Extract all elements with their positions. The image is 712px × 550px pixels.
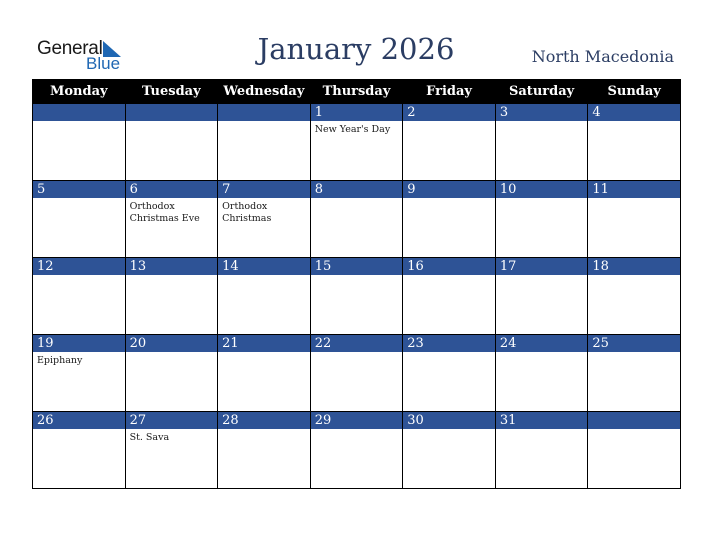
day-number: 27 [126, 412, 218, 429]
day-cell [125, 412, 218, 489]
calendar-week-row [33, 258, 681, 335]
day-number: 7 [218, 181, 310, 198]
holiday-label [33, 275, 125, 278]
holiday-label: Orthodox Christmas [222, 201, 272, 224]
day-number: 6 [126, 181, 218, 198]
day-number: 3 [496, 104, 588, 121]
holiday-label [588, 275, 680, 278]
holiday-label [311, 352, 403, 355]
day-number: 15 [311, 258, 403, 275]
holiday-label [33, 121, 125, 124]
day-cell [218, 412, 311, 489]
day-cell [495, 258, 588, 335]
holiday-label [311, 198, 403, 201]
holiday-label: Epiphany [37, 355, 83, 366]
holiday-label [218, 352, 310, 355]
logo-word-general: General [37, 38, 103, 59]
day-number: 23 [403, 335, 495, 352]
day-number: 26 [33, 412, 125, 429]
day-cell [403, 412, 496, 489]
day-cell [495, 412, 588, 489]
day-cell [495, 104, 588, 181]
day-number: 25 [588, 335, 680, 352]
day-cell [588, 104, 681, 181]
weekday-header-sunday: Sunday [588, 80, 681, 104]
day-number: 14 [218, 258, 310, 275]
day-cell [33, 258, 126, 335]
holiday-label: New Year's Day [314, 124, 391, 135]
day-number: 1 [311, 104, 403, 121]
logo-word-blue: Blue [86, 54, 121, 73]
day-number: 2 [403, 104, 495, 121]
weekday-header-friday: Friday [403, 80, 496, 104]
holiday-label [403, 198, 495, 201]
holiday-label [218, 275, 310, 278]
holiday-label: Orthodox Christmas Eve [129, 201, 200, 224]
day-cell [588, 181, 681, 258]
day-cell [403, 335, 496, 412]
month-calendar [32, 79, 681, 489]
day-number: 9 [403, 181, 495, 198]
day-cell [588, 258, 681, 335]
holiday-label [126, 121, 218, 124]
day-number: 24 [496, 335, 588, 352]
calendar-week-row [33, 104, 681, 181]
day-cell [310, 412, 403, 489]
country-label: North Macedonia [531, 47, 674, 66]
day-cell [310, 104, 403, 181]
holiday-label [311, 429, 403, 432]
day-number: 16 [403, 258, 495, 275]
holiday-label [588, 121, 680, 124]
day-number [218, 104, 310, 121]
day-number: 10 [496, 181, 588, 198]
holiday-label [496, 275, 588, 278]
holiday-label [588, 429, 680, 432]
holiday-label [126, 352, 218, 355]
calendar-title: January 2026 [257, 32, 455, 66]
day-number: 22 [311, 335, 403, 352]
day-number: 17 [496, 258, 588, 275]
holiday-label [403, 429, 495, 432]
day-cell [218, 104, 311, 181]
weekday-header-monday: Monday [33, 80, 126, 104]
day-cell [588, 335, 681, 412]
day-cell [310, 258, 403, 335]
holiday-label [311, 275, 403, 278]
day-cell [125, 258, 218, 335]
holiday-label: St. Sava [129, 432, 170, 443]
holiday-label [33, 429, 125, 432]
day-number: 4 [588, 104, 680, 121]
day-cell [218, 258, 311, 335]
day-cell [218, 335, 311, 412]
day-cell [403, 258, 496, 335]
calendar-week-row [33, 181, 681, 258]
holiday-label [496, 352, 588, 355]
day-cell [403, 104, 496, 181]
day-cell [495, 181, 588, 258]
holiday-label [588, 198, 680, 201]
day-number: 5 [33, 181, 125, 198]
day-cell [33, 104, 126, 181]
holiday-label [126, 275, 218, 278]
day-number: 21 [218, 335, 310, 352]
weekday-header-thursday: Thursday [310, 80, 403, 104]
day-number: 11 [588, 181, 680, 198]
holiday-label [496, 429, 588, 432]
day-number: 31 [496, 412, 588, 429]
day-number [33, 104, 125, 121]
day-cell [125, 335, 218, 412]
weekday-header-saturday: Saturday [495, 80, 588, 104]
day-number: 29 [311, 412, 403, 429]
calendar-week-row [33, 412, 681, 489]
day-cell [125, 104, 218, 181]
day-number: 18 [588, 258, 680, 275]
day-cell [310, 335, 403, 412]
day-cell [33, 412, 126, 489]
day-cell [403, 181, 496, 258]
day-number: 28 [218, 412, 310, 429]
day-number: 19 [33, 335, 125, 352]
holiday-label [496, 198, 588, 201]
holiday-label [218, 429, 310, 432]
holiday-label [403, 275, 495, 278]
day-number: 8 [311, 181, 403, 198]
day-cell [310, 181, 403, 258]
day-number: 12 [33, 258, 125, 275]
day-number [588, 412, 680, 429]
holiday-label [403, 121, 495, 124]
day-cell [218, 181, 311, 258]
day-cell [125, 181, 218, 258]
day-number: 13 [126, 258, 218, 275]
holiday-label [403, 352, 495, 355]
weekday-header-tuesday: Tuesday [125, 80, 218, 104]
day-cell [495, 335, 588, 412]
calendar-weeks [33, 104, 681, 489]
day-number: 30 [403, 412, 495, 429]
weekday-header-row [33, 80, 681, 104]
day-cell [588, 412, 681, 489]
day-number [126, 104, 218, 121]
weekday-header-wednesday: Wednesday [218, 80, 311, 104]
day-cell [33, 335, 126, 412]
holiday-label [588, 352, 680, 355]
holiday-label [218, 121, 310, 124]
holiday-label [33, 198, 125, 201]
day-number: 20 [126, 335, 218, 352]
calendar-week-row [33, 335, 681, 412]
holiday-label [496, 121, 588, 124]
day-cell [33, 181, 126, 258]
